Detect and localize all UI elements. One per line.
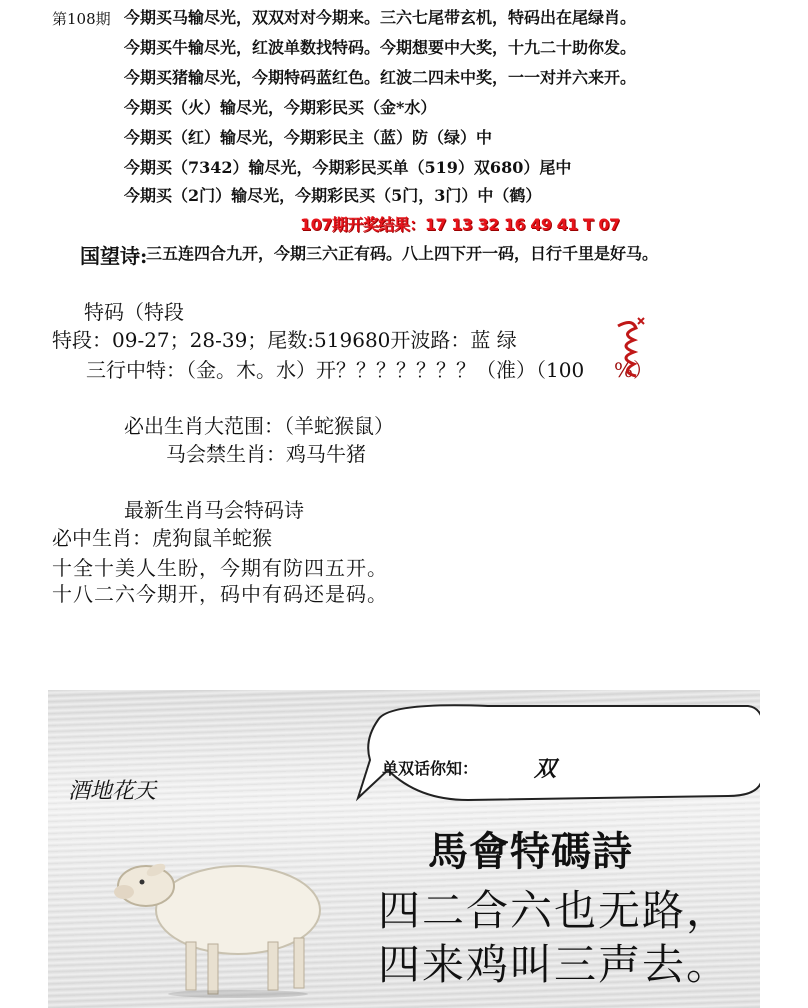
bubble-label: 单双话你知： <box>382 759 479 778</box>
sheep-icon <box>98 840 338 1000</box>
header-line-5: 今期买（红）输尽光，今期彩民主（蓝）防（绿）中 <box>124 128 493 147</box>
poem-line-2: 十八二六今期开，码中有码还是码。 <box>52 582 388 606</box>
header-line-1: 今期买马输尽光，双双对对今期来。三六七尾带玄机，特码出在尾绿肖。 <box>124 8 637 27</box>
header-line-3: 今期买猪输尽光，今期特码蓝红色。红波二四未中奖，一一对并六来开。 <box>124 68 637 87</box>
issue-number: 第108期 <box>52 10 111 28</box>
guowang-poem: 三五连四合九开，今期三六正有码。八上四下开一码，日行千里是好马。 <box>146 244 659 263</box>
left-title: 酒地花天 <box>68 779 157 804</box>
percent-suffix: %） <box>614 358 654 382</box>
must-zodiac: 必中生肖：虎狗鼠羊蛇猴 <box>52 526 272 550</box>
banner-poem-line-2: 四来鸡叫三声去。 <box>378 940 731 989</box>
last-result-line: 107期开奖结果：17 13 32 16 49 41 T 07 <box>300 215 620 234</box>
tema-heading: 特码（特段 <box>84 300 184 324</box>
guowang-label: 国望诗: <box>80 244 148 268</box>
bottom-banner <box>48 690 760 1008</box>
scribble-mark-icon <box>612 314 646 384</box>
sanxing-line: 三行中特：（金。木。水）开？？？？？？？（准）（100 <box>86 358 585 382</box>
zodiac-banned: 马会禁生肖：鸡马牛猪 <box>166 442 366 466</box>
banner-poem-line-1: 四二合六也无路， <box>378 886 731 935</box>
header-line-2: 今期买牛输尽光，红波单数找特码。今期想要中大奖，十九二十助你发。 <box>124 38 637 57</box>
header-line-6: 今期买（7342）输尽光，今期彩民买单（519）双680）尾中 <box>124 158 572 177</box>
header-line-4: 今期买（火）输尽光，今期彩民买（金*水） <box>124 98 437 117</box>
bubble-answer: 双 <box>534 756 557 782</box>
banner-poem-title: 馬會特碼詩 <box>428 829 633 875</box>
poem-section-heading: 最新生肖马会特码诗 <box>124 498 304 522</box>
poem-line-1: 十全十美人生盼，今期有防四五开。 <box>52 556 388 580</box>
zodiac-range: 必出生肖大范围：（羊蛇猴鼠） <box>124 414 394 438</box>
tema-segment: 特段：09-27；28-39；尾数:519680开波路：蓝 绿 <box>52 328 517 352</box>
header-line-7: 今期买（2门）输尽光，今期彩民买（5门，3门）中（鹤） <box>124 186 542 205</box>
